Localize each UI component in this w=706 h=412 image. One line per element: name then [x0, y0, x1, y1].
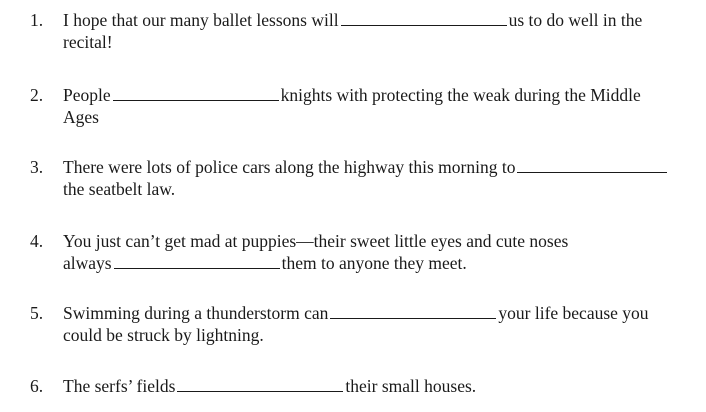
text-before-blank: There were lots of police cars along the highway this morning to — [63, 157, 516, 177]
text-before-blank: The serfs’ fields — [63, 376, 176, 396]
answer-blank[interactable] — [114, 252, 280, 269]
question-line — [63, 375, 693, 397]
question-number: 5. — [30, 303, 44, 323]
question-text — [63, 156, 693, 200]
text-after-blank: your life because you — [498, 303, 649, 323]
question-number: 4. — [30, 231, 44, 251]
text-after-blank: us to do well in the — [508, 10, 643, 30]
question-line: the seatbelt law. — [63, 179, 176, 199]
question-text — [63, 9, 693, 53]
question-text — [63, 84, 693, 128]
question-number: 3. — [30, 157, 44, 177]
question-line — [63, 302, 693, 324]
text-after-blank: knights with protecting the weak during the Middle — [280, 85, 641, 105]
question-line: You just can’t get mad at puppies—their sweet little eyes and cute noses — [63, 231, 569, 251]
question-line: could be struck by lightning. — [63, 325, 264, 345]
text-before-blank: always — [63, 253, 112, 273]
answer-blank[interactable] — [177, 375, 343, 392]
question-line — [63, 84, 693, 106]
text-before-blank: I hope that our many ballet lessons will — [63, 10, 339, 30]
question-line — [63, 252, 693, 274]
answer-blank[interactable] — [113, 84, 279, 101]
question-number: 6. — [30, 376, 44, 396]
question-text — [63, 302, 693, 346]
text-before-blank: People — [63, 85, 111, 105]
text-after-blank: their small houses. — [345, 376, 477, 396]
answer-blank[interactable] — [517, 156, 667, 173]
question-line — [63, 9, 693, 31]
answer-blank[interactable] — [341, 9, 507, 26]
question-number: 2. — [30, 85, 44, 105]
question-line — [63, 156, 693, 178]
question-text — [63, 230, 693, 274]
question-text — [63, 375, 693, 397]
text-after-blank: them to anyone they meet. — [281, 253, 467, 273]
text-before-blank: Swimming during a thunderstorm can — [63, 303, 329, 323]
answer-blank[interactable] — [330, 302, 496, 319]
question-line: Ages — [63, 107, 99, 127]
question-number: 1. — [30, 10, 44, 30]
question-line: recital! — [63, 32, 113, 52]
